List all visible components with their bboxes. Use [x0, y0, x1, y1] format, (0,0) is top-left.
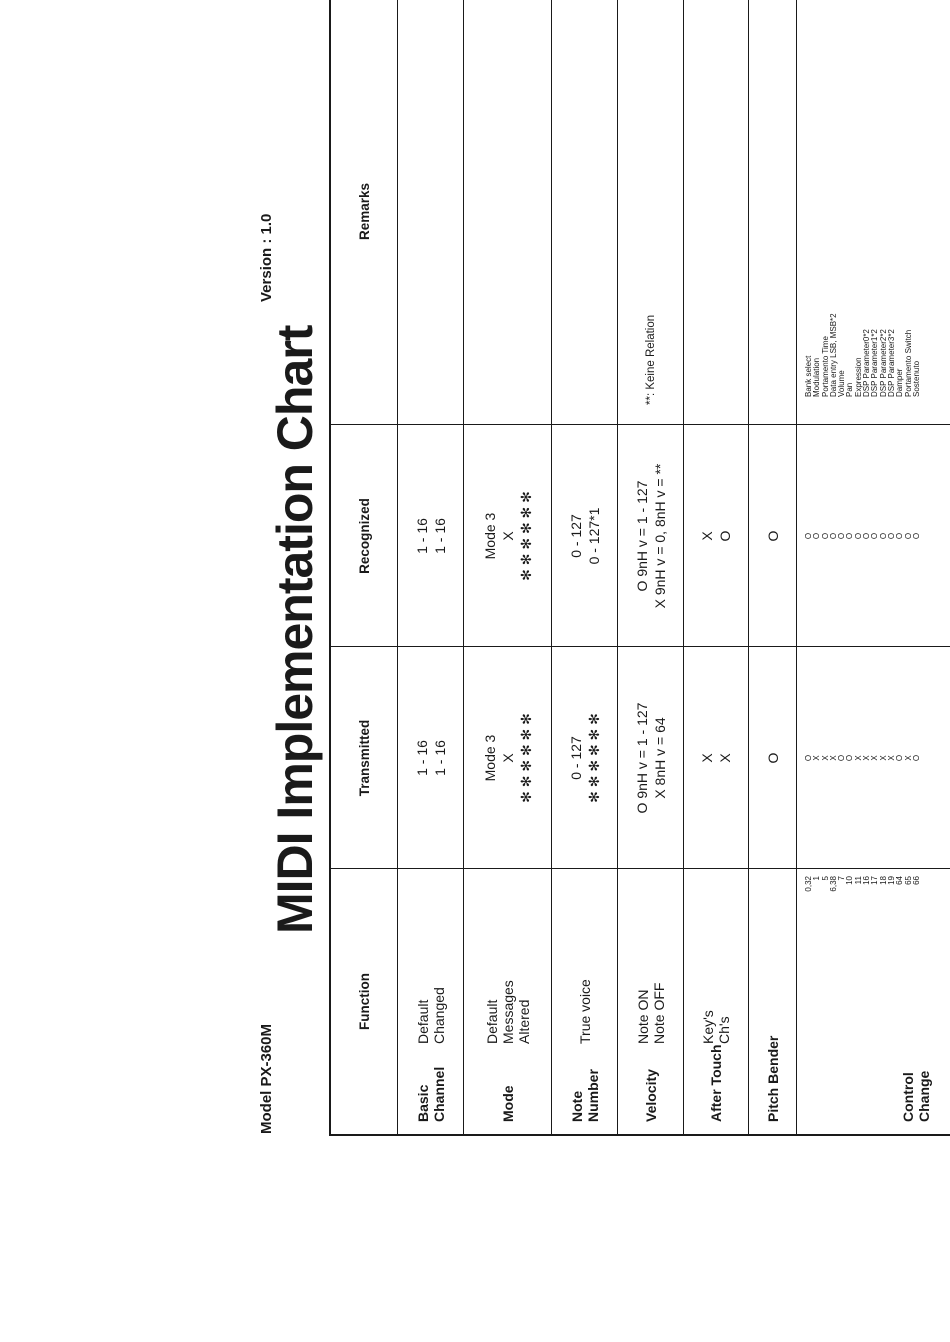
transmitted-velocity: O 9nH v = 1 - 127 X 8nH v = 64: [633, 702, 668, 814]
control-number: 7: [837, 876, 847, 881]
recognized-mark: O: [878, 532, 888, 540]
transmitted-mark: O: [911, 754, 921, 762]
remark-line: DSP Parameter2*2: [878, 329, 888, 397]
group-label-note-number: Note Number: [568, 1069, 601, 1122]
remark-line: DSP Parameter1*2: [870, 329, 880, 397]
transmitted-pitch-bender: O: [764, 752, 781, 764]
transmitted-after-touch: X X: [699, 753, 733, 763]
table-row-note-number: [552, 0, 618, 1134]
recognized-mark: O: [911, 532, 921, 540]
column-header-function: Function: [356, 973, 372, 1030]
transmitted-mark: X: [853, 755, 863, 761]
table-row-pitch-bender: [749, 0, 797, 1134]
control-number: 5: [820, 876, 830, 881]
group-label-after-touch: After Touch: [708, 1044, 724, 1122]
transmitted-mark: X: [812, 755, 822, 761]
remark-line: Data entry LSB, MSB*2: [828, 313, 838, 397]
control-number: 6,38: [828, 876, 838, 892]
table-row-velocity: [618, 0, 684, 1134]
table-row-mode: [464, 0, 552, 1134]
recognized-mode: Mode 3 X ✻ ✻ ✻ ✻ ✻ ✻: [481, 491, 534, 581]
recognized-mark: O: [870, 532, 880, 540]
control-number: 16: [862, 876, 872, 885]
control-change-numbers: [805, 876, 921, 984]
table-row-basic-channel: [398, 0, 464, 1134]
transmitted-basic-channel: 1 - 16 1 - 16: [413, 740, 448, 776]
recognized-mark: O: [903, 532, 913, 540]
remarks-velocity: **: Keine Relation: [644, 314, 657, 405]
transmitted-mark: O: [837, 754, 847, 762]
recognized-mark: O: [804, 532, 813, 540]
recognized-velocity: O 9nH v = 1 - 127 X 9nH v = 0, 8nH v = **: [633, 463, 668, 609]
column-header-transmitted: Transmitted: [356, 719, 372, 797]
recognized-mark: O: [862, 532, 872, 540]
recognized-mark: O: [837, 532, 847, 540]
recognized-pitch-bender: O: [764, 530, 781, 542]
control-number: 17: [870, 876, 880, 885]
page-title: MIDI Implementation Chart: [267, 325, 323, 934]
transmitted-mark: X: [878, 755, 888, 761]
remark-line: Modulation: [812, 357, 822, 397]
remark-line: Portamento Time: [820, 336, 830, 397]
transmitted-mark: X: [870, 755, 880, 761]
transmitted-mark: X: [828, 755, 838, 761]
transmitted-mark: X: [903, 755, 913, 761]
group-label-mode: Mode: [499, 1085, 516, 1122]
control-number: 19: [886, 876, 896, 885]
recognized-basic-channel: 1 - 16 1 - 16: [413, 518, 448, 554]
transmitted-mark: X: [886, 755, 896, 761]
transmitted-mark: O: [845, 754, 855, 762]
remark-line: Expression: [853, 357, 863, 397]
model-name: Model PX-360M: [258, 1023, 275, 1134]
transmitted-mark: O: [895, 754, 905, 762]
recognized-mark: O: [845, 532, 855, 540]
recognized-mark: O: [812, 532, 822, 540]
remark-line: Damper: [895, 368, 905, 397]
function-sub-after-touch: Key's Ch's: [700, 1010, 732, 1044]
group-label-control-change: Control Change: [900, 1070, 932, 1122]
control-number: 11: [853, 876, 863, 885]
control-number: 10: [845, 876, 855, 885]
control-change-recognized: [805, 425, 921, 647]
remark-line: DSP Parameter0*2: [862, 329, 872, 397]
recognized-mark: O: [828, 532, 838, 540]
transmitted-mode: Mode 3 X ✻ ✻ ✻ ✻ ✻ ✻: [481, 713, 534, 803]
remark-line: Pan: [845, 382, 855, 397]
control-number: 1: [812, 876, 822, 881]
midi-chart-table: [329, 0, 950, 1136]
remark-line: Volume: [837, 370, 847, 397]
remark-line: Sostenuto: [911, 360, 921, 397]
version-label: Version : 1.0: [258, 213, 275, 302]
recognized-after-touch: X O: [699, 530, 733, 542]
control-number: 64: [895, 876, 905, 885]
table-header-row: [331, 0, 398, 1134]
function-sub-basic-channel: Default Changed: [414, 987, 447, 1044]
control-number: 66: [911, 876, 921, 885]
control-change-remarks: [805, 7, 921, 397]
remark-line: DSP Parameter3*2: [886, 329, 896, 397]
remark-line: Portamento Switch: [903, 329, 913, 397]
function-sub-mode: Default Messages Altered: [483, 980, 532, 1044]
table-row-control-change: [797, 0, 950, 1134]
control-number: 0,32: [804, 876, 813, 892]
transmitted-note-number: 0 - 127 ✻ ✻ ✻ ✻ ✻ ✻: [567, 713, 602, 803]
recognized-mark: O: [853, 532, 863, 540]
column-header-remarks: Remarks: [356, 182, 372, 241]
control-number: 18: [878, 876, 888, 885]
control-number: 65: [903, 876, 913, 885]
recognized-mark: O: [895, 532, 905, 540]
remark-line: Bank select: [804, 355, 813, 397]
control-change-transmitted: [805, 647, 921, 869]
transmitted-mark: X: [862, 755, 872, 761]
group-label-velocity: Velocity: [642, 1069, 659, 1122]
transmitted-mark: X: [820, 755, 830, 761]
group-label-basic-channel: Basic Channel: [414, 1066, 447, 1122]
function-sub-note-number: True voice: [576, 979, 593, 1044]
recognized-note-number: 0 - 127 0 - 127*1: [567, 507, 602, 565]
transmitted-mark: O: [804, 754, 813, 762]
column-header-recognized: Recognized: [356, 498, 372, 574]
group-label-pitch-bender: Pitch Bender: [764, 1035, 781, 1122]
recognized-mark: O: [886, 532, 896, 540]
recognized-mark: O: [820, 532, 830, 540]
table-row-after-touch: [684, 0, 749, 1134]
function-sub-velocity: Note ON Note OFF: [634, 982, 667, 1044]
